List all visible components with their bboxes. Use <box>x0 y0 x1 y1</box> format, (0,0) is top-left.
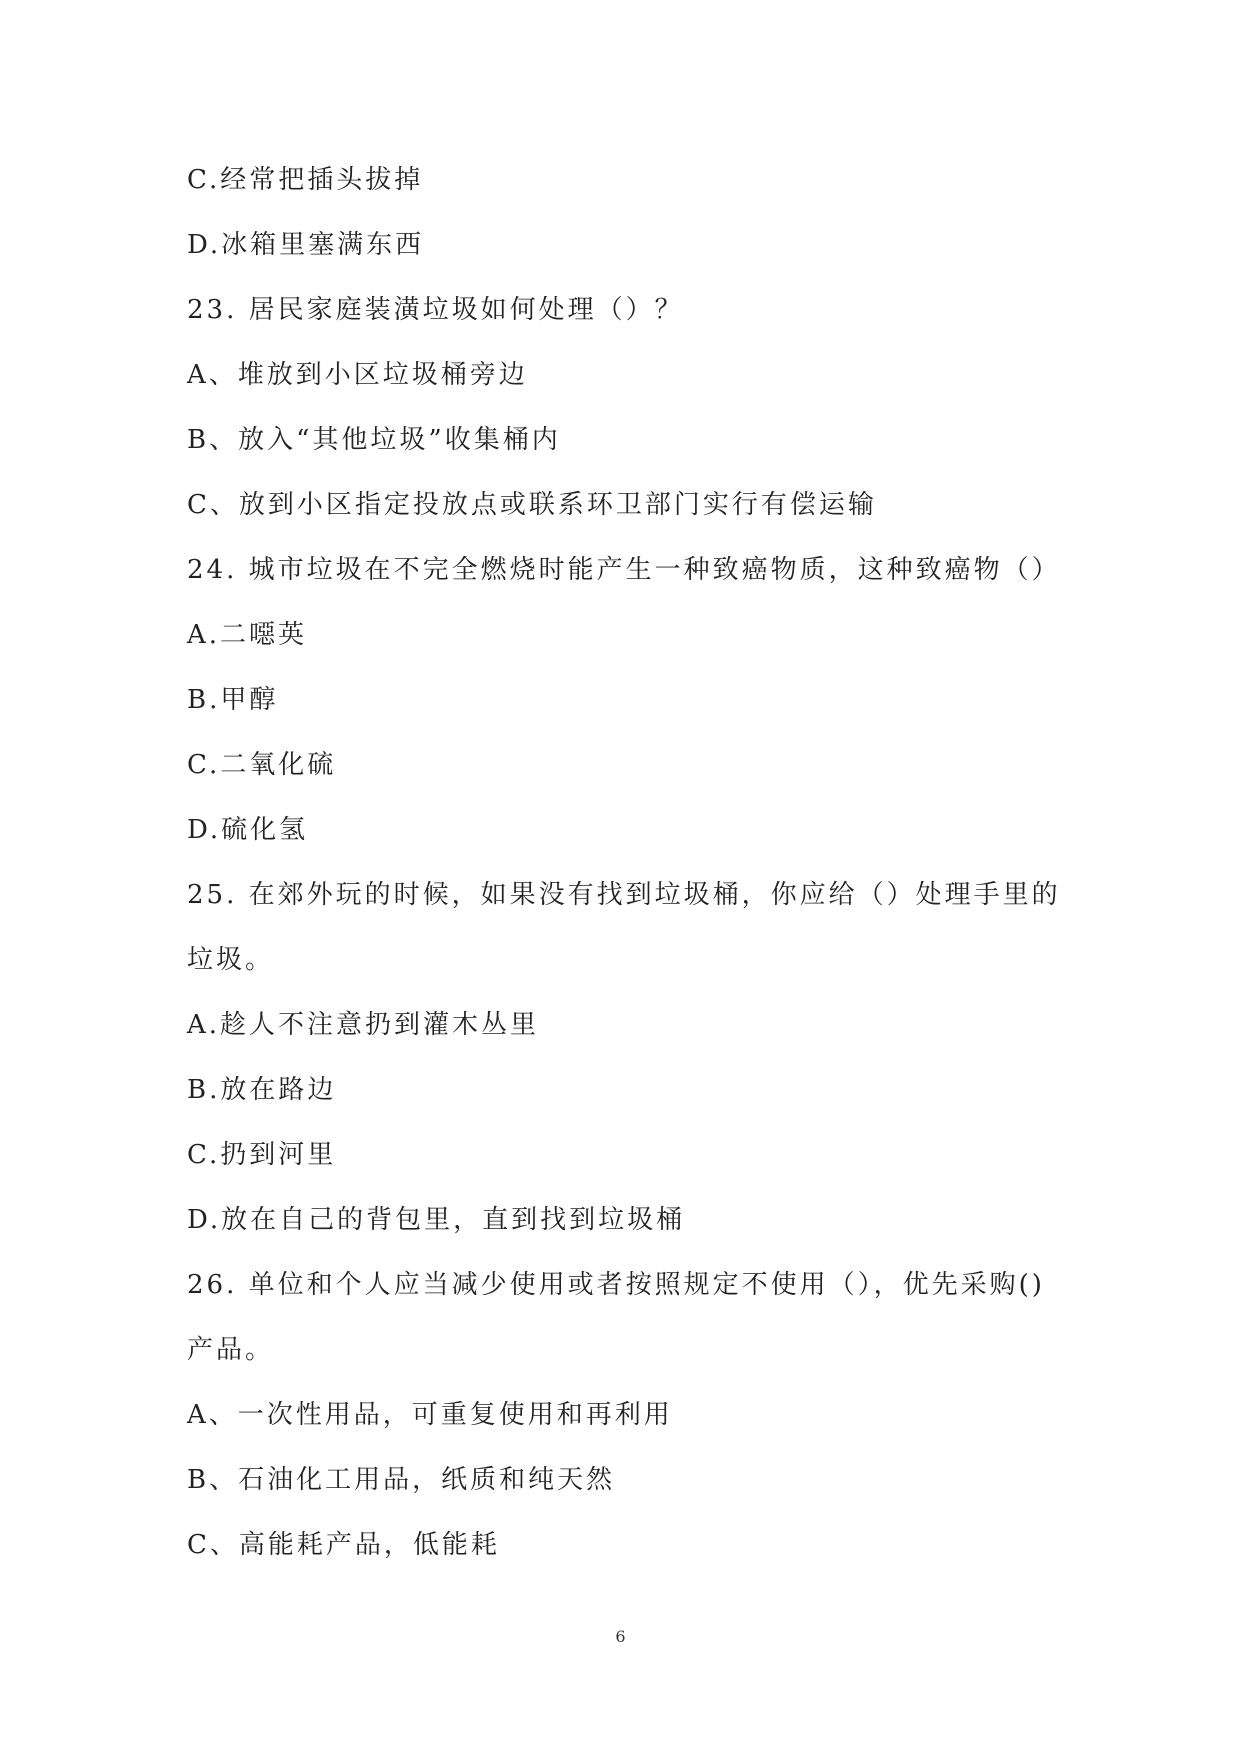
option-line: D.硫化氢 <box>187 815 309 845</box>
option-line: D.冰箱里塞满东西 <box>187 230 425 260</box>
question-line-continued: 垃圾。 <box>187 945 275 975</box>
page-number: 6 <box>615 1627 626 1646</box>
option-line: C.二氧化硫 <box>187 750 337 780</box>
option-line: B、石油化工用品，纸质和纯天然 <box>187 1465 616 1495</box>
question-line: 24. 城市垃圾在不完全燃烧时能产生一种致癌物质，这种致癌物（） <box>187 555 1061 585</box>
option-line: C.扔到河里 <box>187 1140 337 1170</box>
question-line: 26. 单位和个人应当减少使用或者按照规定不使用（），优先采购() <box>187 1270 1045 1300</box>
option-line: C、放到小区指定投放点或联系环卫部门实行有偿运输 <box>187 490 877 520</box>
option-line: A.二噁英 <box>187 620 308 650</box>
question-line-continued: 产品。 <box>187 1335 275 1365</box>
question-line: 23. 居民家庭装潢垃圾如何处理（）？ <box>187 295 684 325</box>
option-line: A、一次性用品，可重复使用和再利用 <box>187 1400 673 1430</box>
option-line: B.放在路边 <box>187 1075 337 1105</box>
option-line: A.趁人不注意扔到灌木丛里 <box>187 1010 540 1040</box>
question-line: 25. 在郊外玩的时候，如果没有找到垃圾桶，你应给（）处理手里的 <box>187 880 1061 910</box>
option-line: D.放在自己的背包里，直到找到垃圾桶 <box>187 1205 686 1235</box>
option-line: C、高能耗产品，低能耗 <box>187 1530 500 1560</box>
option-line: B.甲醇 <box>187 685 279 715</box>
option-line: A、堆放到小区垃圾桶旁边 <box>187 360 528 390</box>
page-content <box>187 160 1087 1590</box>
option-line: B、放入“其他垃圾”收集桶内 <box>187 425 561 455</box>
option-line: C.经常把插头拔掉 <box>187 165 424 195</box>
